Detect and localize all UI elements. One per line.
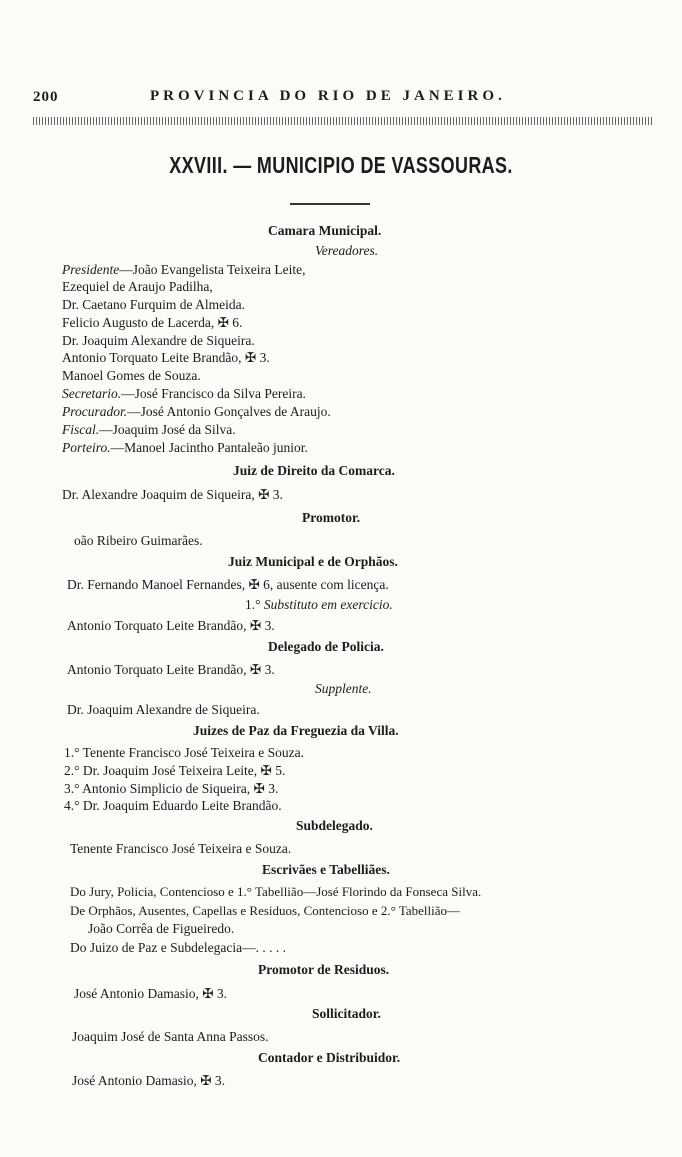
subdelegado-line: Tenente Francisco José Teixeira e Souza. [70,841,292,856]
contador-line: José Antonio Damasio, ✠ 3. [72,1073,226,1088]
camara-line: Fiscal.—Joaquim José da Silva. [62,422,236,437]
camara-line: Dr. Joaquim Alexandre de Siqueira. [62,333,255,348]
camara-line: Procurador.—José Antonio Gonçalves de Araujo. [62,404,331,419]
section-heading-juiz-municipal: Juiz Municipal e de Orphãos. [228,554,398,569]
section-heading-juiz-direito: Juiz de Direito da Comarca. [233,463,395,478]
section-heading-escrivaes: Escrivães e Tabelliães. [262,862,390,877]
juiz-direito-line: Dr. Alexandre Joaquim de Siqueira, ✠ 3. [62,487,283,502]
juiz-paz-line: 1.° Tenente Francisco José Teixeira e Souza. [64,745,304,760]
substitute-line: Antonio Torquato Leite Brandão, ✠ 3. [67,618,275,633]
section-heading-promotor: Promotor. [302,510,361,525]
delegado-line: Antonio Torquato Leite Brandão, ✠ 3. [67,662,275,677]
title-rule [290,203,370,205]
page-number: 200 [33,89,59,105]
section-heading-camara: Camara Municipal. [268,223,382,238]
promotor-residuos-line: José Antonio Damasio, ✠ 3. [74,986,228,1001]
camara-line: Porteiro.—Manoel Jacintho Pantaleão junior. [62,440,308,455]
subheading-vereadores: Vereadores. [315,243,379,258]
sollicitador-line: Joaquim José de Santa Anna Passos. [72,1029,269,1044]
promotor-line: oão Ribeiro Guimarães. [74,533,203,548]
section-heading-promotor-residuos: Promotor de Residuos. [258,962,390,977]
escrivao-line: De Orphãos, Ausentes, Capellas e Residuos, Contencioso e 2.° Tabellião— [70,903,461,918]
camara-line: Antonio Torquato Leite Brandão, ✠ 3. [62,350,270,365]
camara-line: Presidente—João Evangelista Teixeira Leite, [62,262,306,277]
substitute-label: 1.° Substituto em exercicio. [245,597,393,612]
section-heading-delegado: Delegado de Policia. [268,639,384,654]
running-title: PROVINCIA DO RIO DE JANEIRO. [150,88,506,104]
section-heading-subdelegado: Subdelegado. [296,818,373,833]
ornamental-divider [33,117,653,125]
juiz-paz-line: 3.° Antonio Simplicio de Siqueira, ✠ 3. [64,781,279,796]
juiz-municipal-line: Dr. Fernando Manoel Fernandes, ✠ 6, ausente com licença. [67,577,389,592]
section-heading-sollicitador: Sollicitador. [312,1006,381,1021]
camara-line: Manoel Gomes de Souza. [62,368,201,383]
camara-line: Secretario.—José Francisco da Silva Pereira. [62,386,306,401]
escrivao-line: Do Jury, Policia, Contencioso e 1.° Tabellião—José Florindo da Fonseca Silva. [70,884,482,899]
section-heading-juizes-paz: Juizes de Paz da Freguezia da Villa. [193,723,399,738]
juiz-paz-line: 4.° Dr. Joaquim Eduardo Leite Brandão. [64,798,282,813]
supplente-line: Dr. Joaquim Alexandre de Siqueira. [67,702,260,717]
section-heading-contador: Contador e Distribuidor. [258,1050,401,1065]
camara-line: Dr. Caetano Furquim de Almeida. [62,297,245,312]
escrivao-line: Do Juizo de Paz e Subdelegacia—. . . . . [70,940,286,955]
camara-line: Felicio Augusto de Lacerda, ✠ 6. [62,315,243,330]
escrivao-line: João Corrêa de Figueiredo. [88,921,235,936]
juiz-paz-line: 2.° Dr. Joaquim José Teixeira Leite, ✠ 5. [64,763,286,778]
chapter-title: XXVIII. — MUNICIPIO DE VASSOURAS. [169,152,513,178]
camara-line: Ezequiel de Araujo Padilha, [62,279,213,294]
supplente-label: Supplente. [315,681,372,696]
